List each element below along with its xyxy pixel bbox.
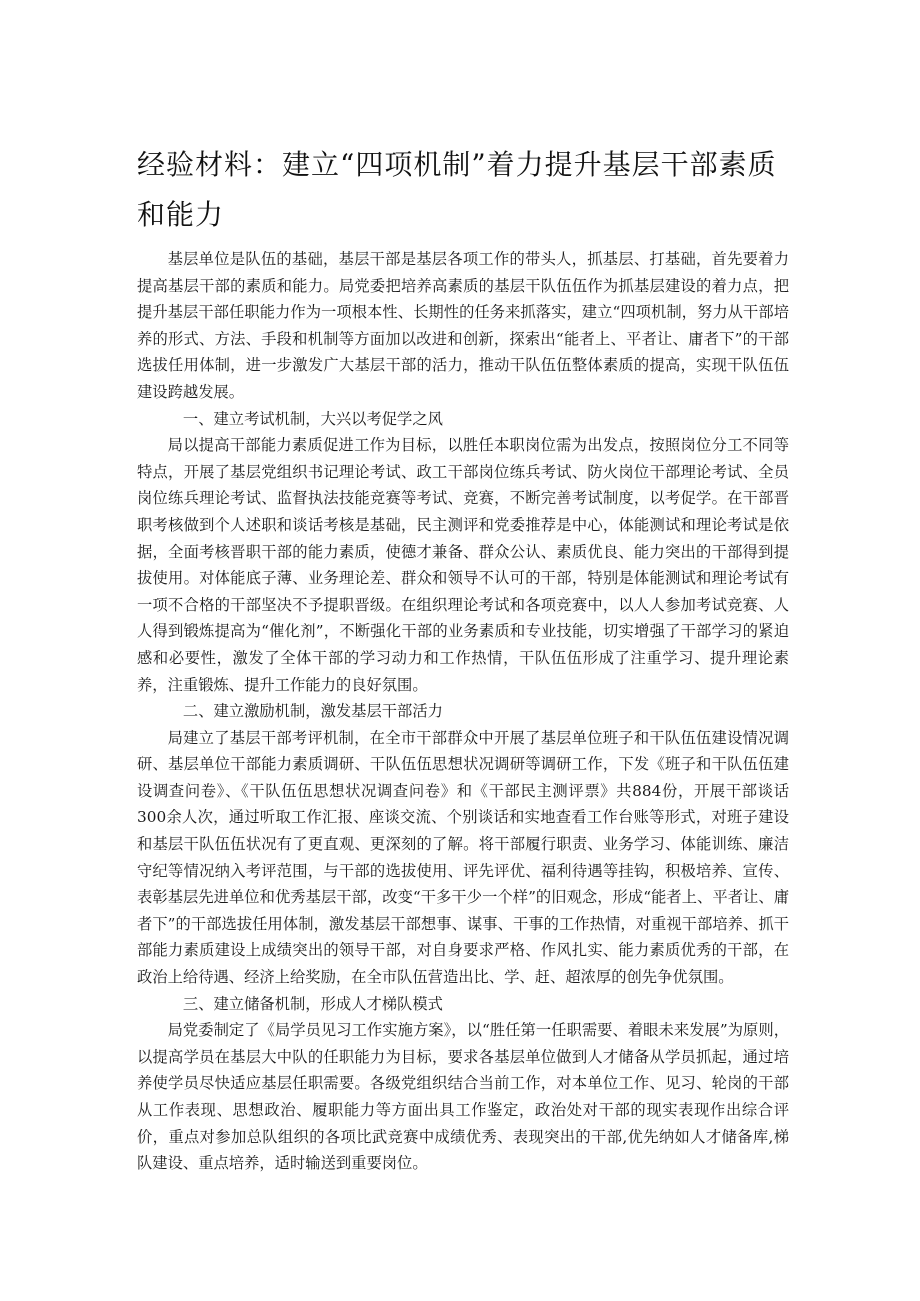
document-title: 经验材料：建立“四项机制”着力提升基层干部素质和能力 [137,148,777,231]
incentive-paragraph: 局建立了基层干部考评机制，在全市干部群众中开展了基层单位班子和干队伍伍建设情况调研、基层单位干部能力素质调研、干队伍伍思想状况调研等调研工作，下发《班子和干队伍伍建设调查问卷》、《干队伍伍思想状况调查问卷》和《干部民主测评票》共884份，开展干部谈话300余人次，通过听取工作汇报、座谈交流、个别谈话和实地查看工作台账等形式，对班子建设和基层干队伍伍状况有了更直观、更深刻的了解。将干部履行职责、业务学习、体能训练、廉洁守纪等情况纳入考评范围，与干部的选拔使用、评先评优、福利待遇等挂钩，积极培养、宣传、表彰基层先进单位和优秀基层干部，改变“干多干少一个样”的旧观念，形成“能者上、平者让、庸者下”的干部选拔任用体制，激发基层干部想事、谋事、干事的工作热情，对重视干部培养、抓干部能力素质建设上成绩突出的领导干部，对自身要求严格、作风扎实、能力素质优秀的干部，在政治上给待遇、经济上给奖励，在全市队伍营造出比、学、赶、超浓厚的创先争优氛围。 [137,728,789,987]
section-heading-reserve: 三、建立储备机制，形成人才梯队模式 [182,994,443,1013]
section-heading-exam: 一、建立考试机制，大兴以考促学之风 [182,409,443,428]
reserve-paragraph: 局党委制定了《局学员见习工作实施方案》，以“胜任第一任职需要、着眼未来发展”为原则，以提高学员在基层大中队的任职能力为目标，要求各基层单位做到人才储备从学员抓起，通过培养使学员尽快适应基层任职需要。各级党组织结合当前工作，对本单位工作、见习、轮岗的干部从工作表现、思想政治、履职能力等方面出具工作鉴定，政治处对干部的现实表现作出综合评价，重点对参加总队组织的各项比武竞赛中成绩优秀、表现突出的干部,优先纳如人才储备库,梯队建设、重点培养，适时输送到重要岗位。 [137,1021,789,1173]
exam-paragraph: 局以提高干部能力素质促进工作为目标，以胜任本职岗位需为出发点，按照岗位分工不同等特点，开展了基层党组织书记理论考试、政工干部岗位练兵考试、防火岗位干部理论考试、全员岗位练兵理论考试、监督执法技能竞赛等考试、竞赛，不断完善考试制度，以考促学。在干部晋职考核做到个人述职和谈话考核是基础，民主测评和党委推荐是中心，体能测试和理论考试是依据，全面考核晋职干部的能力素质，使德才兼备、群众公认、素质优良、能力突出的干部得到提拔使用。对体能底子薄、业务理论差、群众和领导不认可的干部，特别是体能测试和理论考试有一项不合格的干部坚决不予提职晋级。在组织理论考试和各项竞赛中，以人人参加考试竞赛、人人得到锻炼提高为“催化剂”，不断强化干部的业务素质和专业技能，切实增强了干部学习的紧迫感和必要性，激发了全体干部的学习动力和工作热情，干队伍伍形成了注重学习、提升理论素养，注重锻炼、提升工作能力的良好氛围。 [137,436,789,694]
section-heading-incentive: 二、建立激励机制，激发基层干部活力 [182,702,443,721]
intro-paragraph: 基层单位是队伍的基础，基层干部是基层各项工作的带头人，抓基层、打基础，首先要着力提高基层干部的素质和能力。局党委把培养高素质的基层干队伍伍作为抓基层建设的着力点，把提升基层干部任职能力作为一项根本性、长期性的任务来抓落实，建立“四项机制，努力从干部培养的形式、方法、手段和机制等方面加以改进和创新，探索出“能者上、平者让、庸者下”的干部选拔任用体制，进一步激发广大基层干部的活力，推动干队伍伍整体素质的提高，实现干队伍伍建设跨越发展。 [137,250,789,401]
document-body [137,246,789,1177]
